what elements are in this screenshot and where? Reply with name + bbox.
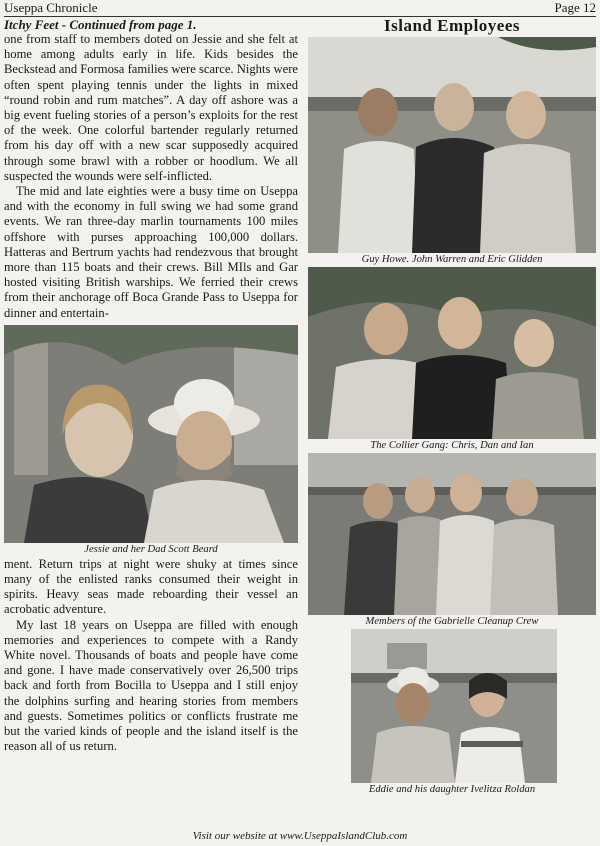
section-title: Island Employees bbox=[384, 16, 520, 35]
photo-gabrielle-caption: Members of the Gabrielle Cleanup Crew bbox=[365, 616, 539, 627]
article-paragraph-1: one from staff to members doted on Jessie and she felt at home among adults early in life. Kids besides the Beckstead and Formosa families were scarce. Nights were often spent playing tennis under the lights in mixed “round robin and rum matches”. A day off ashore was a big event fueling stories of a person’s exploits for the rest of the week. One colorful bartender regularly returned from his day off with a new scar supposedly acquired through some brawl with a robber or hoodlum. We all suspected the wounds were self-inflicted. bbox=[4, 32, 298, 183]
photo-guy-john-eric bbox=[308, 37, 596, 253]
photo-gabrielle-crew bbox=[308, 453, 596, 615]
photo-eddie-caption: Eddie and his daughter Ivelitza Roldan bbox=[368, 784, 536, 795]
article-kicker: Itchy Feet - Continued from page 1. bbox=[4, 17, 197, 32]
photo-jessie-and-scott-image bbox=[4, 325, 298, 543]
photo-collier-gang bbox=[308, 267, 596, 439]
photo-jessie-caption: Jessie and her Dad Scott Beard bbox=[84, 543, 218, 555]
article-paragraph-3: ment. Return trips at night were shuky at times since many of the enlisted ranks consumed their weight in spirits. Heavy seas made reboarding their vessel an acrobatic adventure. bbox=[4, 556, 298, 617]
article-paragraph-4: My last 18 years on Useppa are filled with enough memories and experiences to compete with a Randy White novel. Thousands of boats and people have come and gone. I have made conservatively over 26,500 trips back and forth from Bocilla to Useppa and I still enjoy the dolphins surfing and hearing stories from members and guests. Sometimes politics or conflicts frustrate me but the varied kinds of people and the island itself is the reason all of us return. bbox=[4, 617, 298, 754]
photo-collier-gang-image bbox=[308, 267, 596, 439]
photo-jessie-and-scott bbox=[4, 325, 298, 543]
publication-name: Useppa Chronicle bbox=[4, 0, 98, 15]
photo-gabrielle-crew-image bbox=[308, 453, 596, 615]
photo-eddie-and-ivelitza-image bbox=[351, 629, 557, 783]
photo-guy-john-eric-image bbox=[308, 37, 596, 253]
article-column bbox=[4, 17, 298, 755]
article-paragraph-2: The mid and late eighties were a busy time on Useppa and with the economy in full swing we had some grand events. We ran three-day marlin tournaments 100 miles offshore with purses approaching 100,000 dollars. Hatteras and Bertrum yachts had rendezvous that brought more than 115 boats and their crews. Bill MIls and Gar hosted visiting British warships. We ferried their crews from their anchorage off Boca Grande Pass to Useppa for dinner and entertain- bbox=[4, 184, 298, 320]
photo-eddie-and-ivelitza bbox=[351, 629, 557, 783]
photo-column bbox=[308, 17, 596, 797]
page-number: Page 12 bbox=[554, 0, 596, 15]
photo-guy-caption: Guy Howe. John Warren and Eric Glidden bbox=[361, 254, 543, 265]
page-header bbox=[4, 0, 596, 17]
page-footer: Visit our website at www.UseppaIslandClub.com bbox=[192, 830, 408, 842]
photo-collier-caption: The Collier Gang: Chris, Dan and Ian bbox=[370, 440, 534, 451]
